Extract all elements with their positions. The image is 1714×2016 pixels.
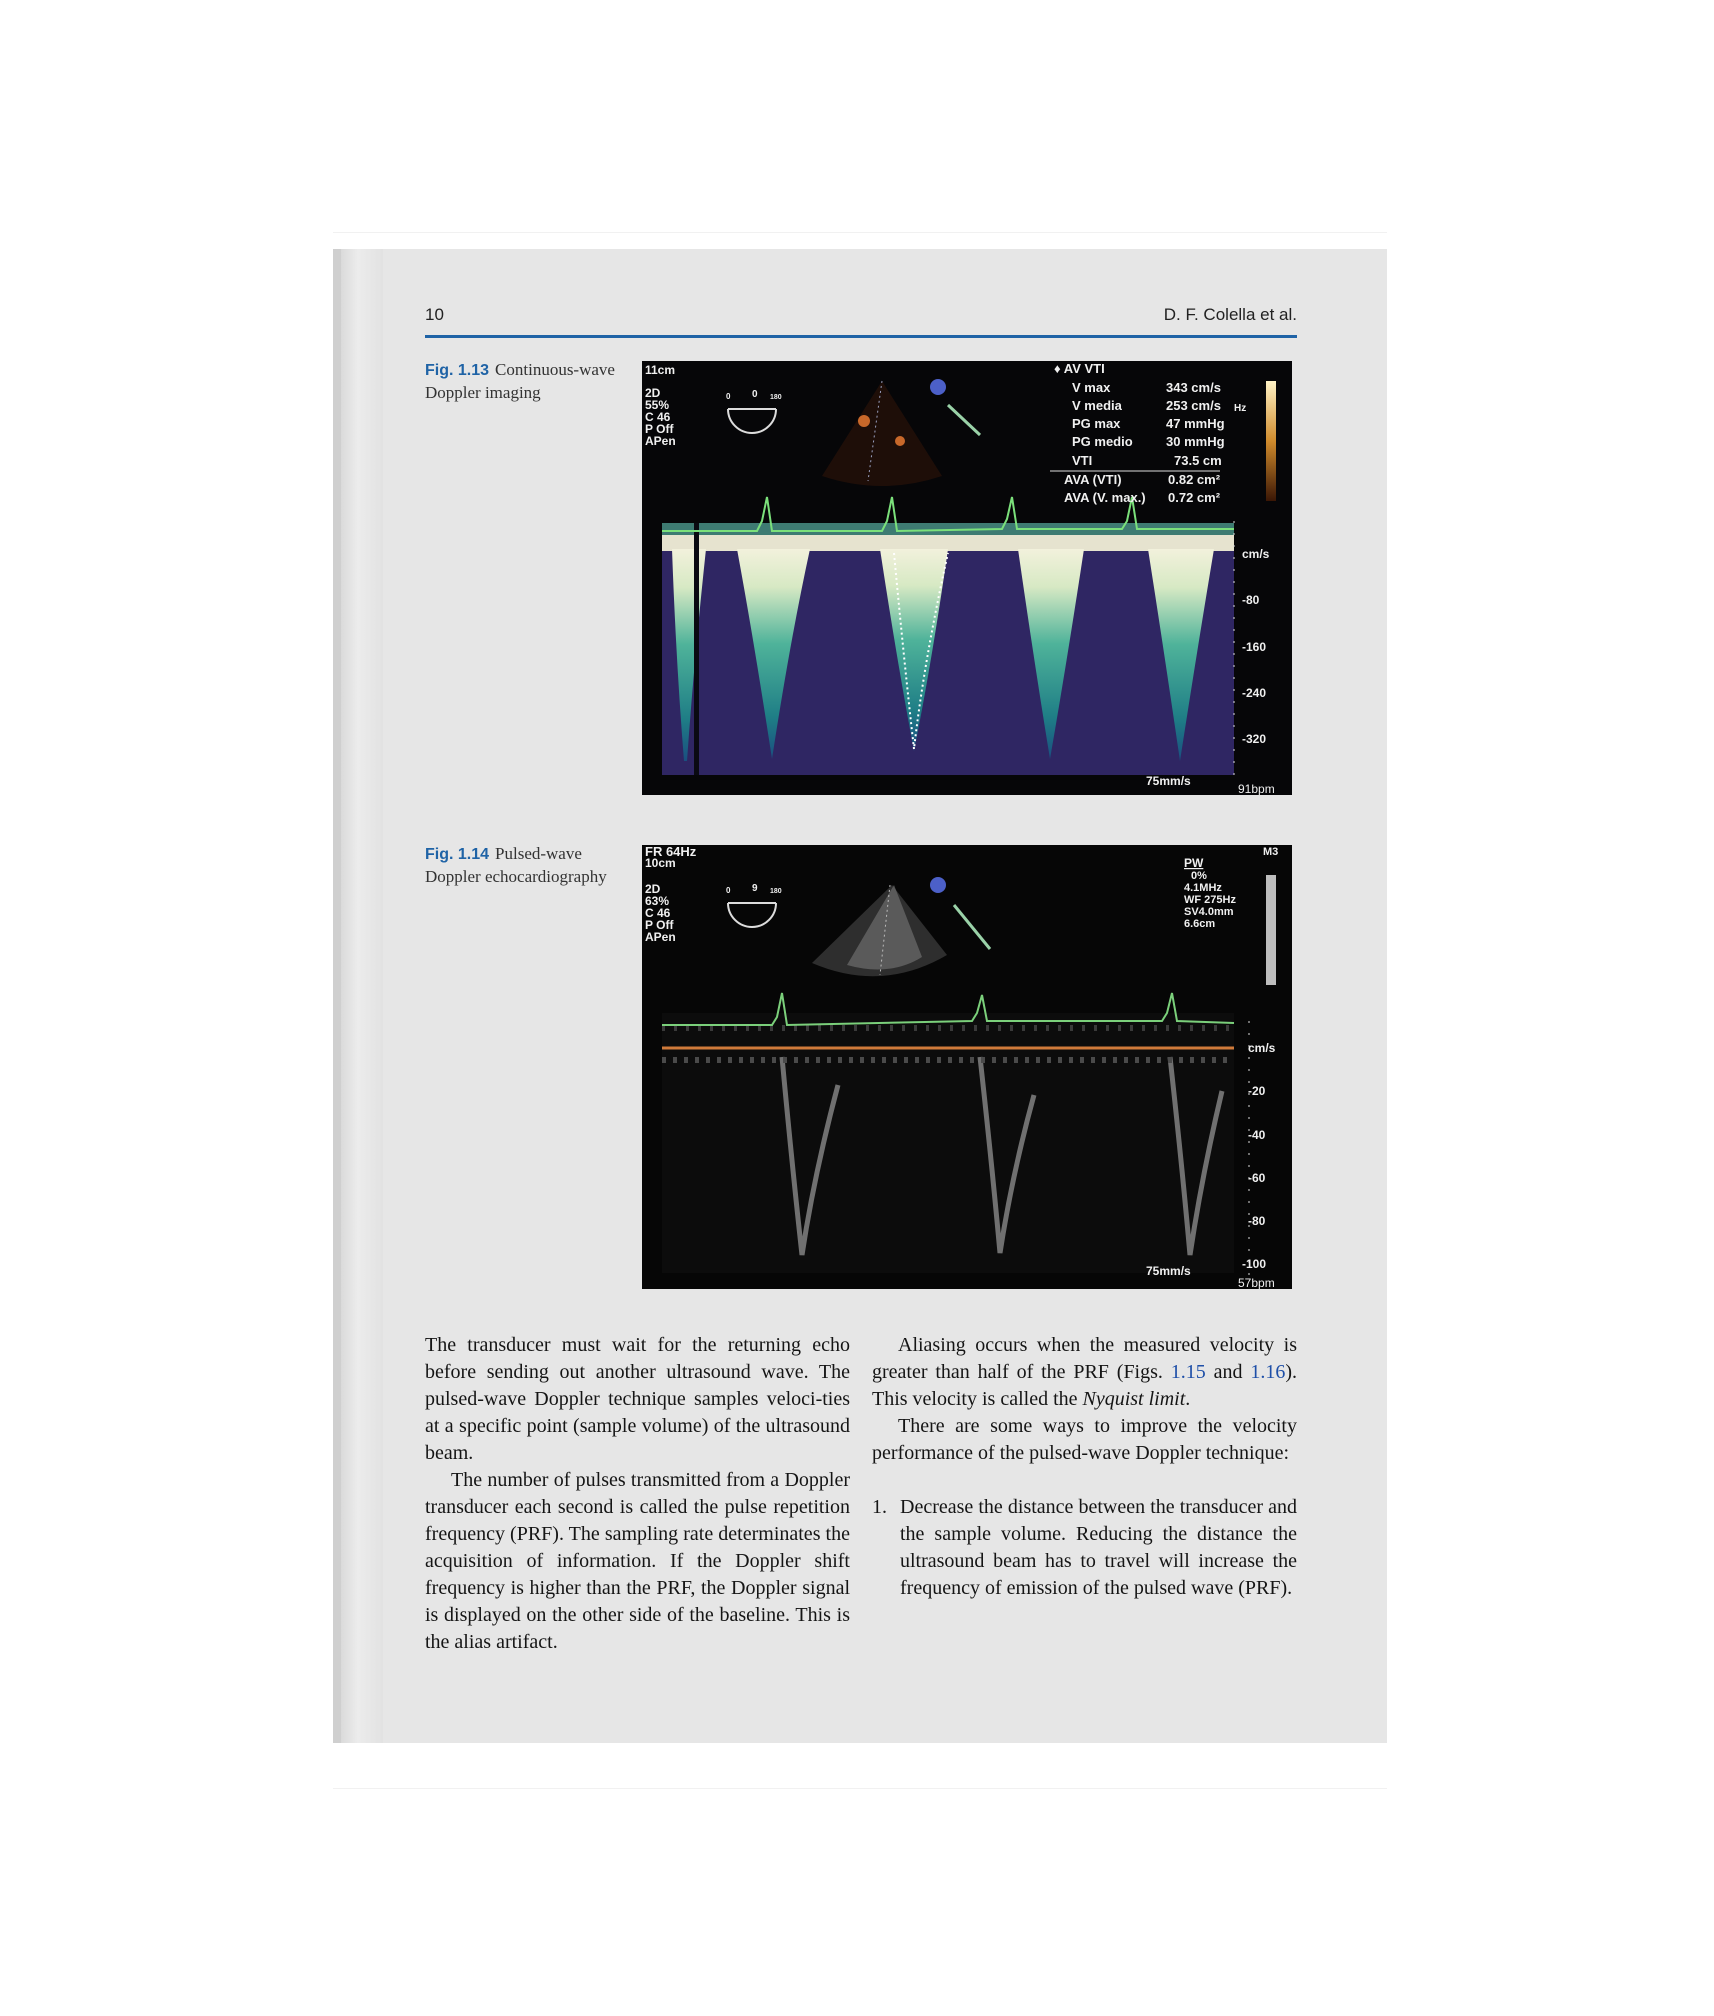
- scale-tick: -160: [1242, 640, 1267, 654]
- header-rule: [425, 335, 1297, 338]
- setting-gain: 63%: [645, 894, 670, 908]
- sweep-speed: 75mm/s: [1146, 1264, 1191, 1278]
- measure-label: V max: [1072, 380, 1111, 395]
- frame-rate: FR 64Hz: [645, 845, 697, 859]
- scale-tick: -320: [1242, 732, 1267, 746]
- scale-tick: -40: [1248, 1128, 1266, 1142]
- scale-tick: -80: [1242, 593, 1260, 607]
- measure-label: VTI: [1072, 453, 1093, 468]
- page-spine: [333, 249, 341, 1743]
- angle-right: 180: [770, 888, 782, 895]
- velocity-unit: cm/s: [1242, 547, 1270, 561]
- hz-label: Hz: [1234, 403, 1247, 414]
- pw-setting: 0%: [1191, 870, 1207, 882]
- sweep-speed: 75mm/s: [1146, 774, 1191, 788]
- measure-value: 30 mmHg: [1166, 434, 1225, 449]
- setting-compression: C 46: [645, 410, 671, 424]
- running-header: [425, 305, 1297, 329]
- list-number: 1.: [872, 1496, 887, 1518]
- angle-right: 180: [770, 394, 782, 401]
- figure-caption-1-13: [425, 359, 615, 404]
- measure-value: 343 cm/s: [1166, 380, 1221, 395]
- setting-2d: 2D: [645, 386, 661, 400]
- figure-reference-link[interactable]: 1.16: [1250, 1361, 1286, 1383]
- scale-tick: -240: [1242, 686, 1267, 700]
- setting-compression: C 46: [645, 906, 671, 920]
- list-item-text: Decrease the distance between the transducer and the sample volume. Reducing the distance the ultrasound beam has to travel will increase the frequency of emission of the pulsed wave (PRF).: [900, 1496, 1297, 1599]
- emphasis-term: Nyquist limit: [1082, 1388, 1186, 1410]
- scale-tick: -20: [1248, 1084, 1266, 1098]
- page-bottom-edge: [333, 1788, 1387, 1789]
- angle-left: 0: [726, 392, 731, 401]
- paragraph: There are some ways to improve the velocity performance of the pulsed-wave Doppler technique:: [872, 1415, 1297, 1464]
- body-column-left: [425, 1332, 850, 1656]
- measure-label: PG max: [1072, 416, 1121, 431]
- heart-rate: 57bpm: [1238, 1276, 1275, 1289]
- paragraph: The number of pulses transmitted from a Doppler transducer each second is called the pulse repetition frequency (PRF). The sampling rate determinates the acquisition of information. If the Doppler shift frequency is higher than the PRF, the Doppler signal is displayed on the other side of the baseline. This is the alias artifact.: [425, 1469, 850, 1653]
- cw-doppler-image: [642, 361, 1292, 795]
- pw-setting: SV4.0mm: [1184, 906, 1234, 918]
- measure-value: 73.5 cm: [1174, 453, 1222, 468]
- figure-label: Fig. 1.14: [425, 846, 490, 863]
- figure-label: Fig. 1.13: [425, 362, 490, 379]
- depth-readout: 11cm: [645, 363, 676, 377]
- measure-value: 253 cm/s: [1166, 398, 1221, 413]
- measure-value: 0.82 cm²: [1168, 472, 1221, 487]
- probe-label: M3: [1263, 846, 1279, 858]
- paragraph: The transducer must wait for the returning echo before sending out another ultrasound wave. The pulsed-wave Doppler technique samples veloci-ties at a specific point (sample volume) of the ultrasound beam.: [425, 1334, 850, 1464]
- pw-title: PW: [1184, 856, 1204, 870]
- body-column-right: [872, 1332, 1297, 1602]
- angle-mid: 0: [752, 389, 758, 400]
- setting-preset: APen: [645, 930, 676, 944]
- running-author: D. F. Colella et al.: [1163, 305, 1297, 324]
- setting-2d: 2D: [645, 882, 661, 896]
- setting-preset: APen: [645, 434, 676, 448]
- setting-persistence: P Off: [645, 918, 674, 932]
- measure-label: AVA (VTI): [1064, 472, 1122, 487]
- measure-label: PG medio: [1072, 434, 1133, 449]
- measure-title: ♦ AV VTI: [1054, 361, 1105, 376]
- measure-label: AVA (V. max.): [1064, 490, 1146, 505]
- scale-tick: -100: [1242, 1257, 1267, 1271]
- figure-caption-1-14: [425, 843, 615, 888]
- page-top-edge: [333, 232, 1387, 233]
- figure-caption-text: Continuous-wave Doppler imaging: [425, 360, 615, 402]
- page-gutter-shadow: [341, 249, 383, 1743]
- paragraph: Aliasing occurs when the measured velocity is greater than half of the PRF (Figs. 1.15 and 1.16). This velocity is called the Nyquist limit.: [872, 1334, 1297, 1410]
- pw-setting: 4.1MHz: [1184, 882, 1222, 894]
- pw-setting: 6.6cm: [1184, 918, 1216, 930]
- figure-reference-link[interactable]: 1.15: [1170, 1361, 1206, 1383]
- measure-label: V media: [1072, 398, 1122, 413]
- angle-mid: 9: [752, 883, 758, 894]
- depth-readout: 10cm: [645, 856, 676, 870]
- scale-tick: -60: [1248, 1171, 1266, 1185]
- angle-left: 0: [726, 886, 731, 895]
- page-number: 10: [425, 305, 444, 324]
- pw-doppler-image: [642, 845, 1292, 1289]
- velocity-unit: cm/s: [1248, 1041, 1276, 1055]
- scale-tick: -80: [1248, 1214, 1266, 1228]
- setting-persistence: P Off: [645, 422, 674, 436]
- measure-value: 47 mmHg: [1166, 416, 1225, 431]
- heart-rate: 91bpm: [1238, 782, 1275, 795]
- list-item: [872, 1494, 1297, 1602]
- pw-setting: WF 275Hz: [1184, 894, 1236, 906]
- figure-caption-text: Pulsed-wave Doppler echocardiography: [425, 844, 607, 886]
- measure-value: 0.72 cm²: [1168, 490, 1221, 505]
- setting-gain: 55%: [645, 398, 670, 412]
- book-page: [333, 249, 1387, 1743]
